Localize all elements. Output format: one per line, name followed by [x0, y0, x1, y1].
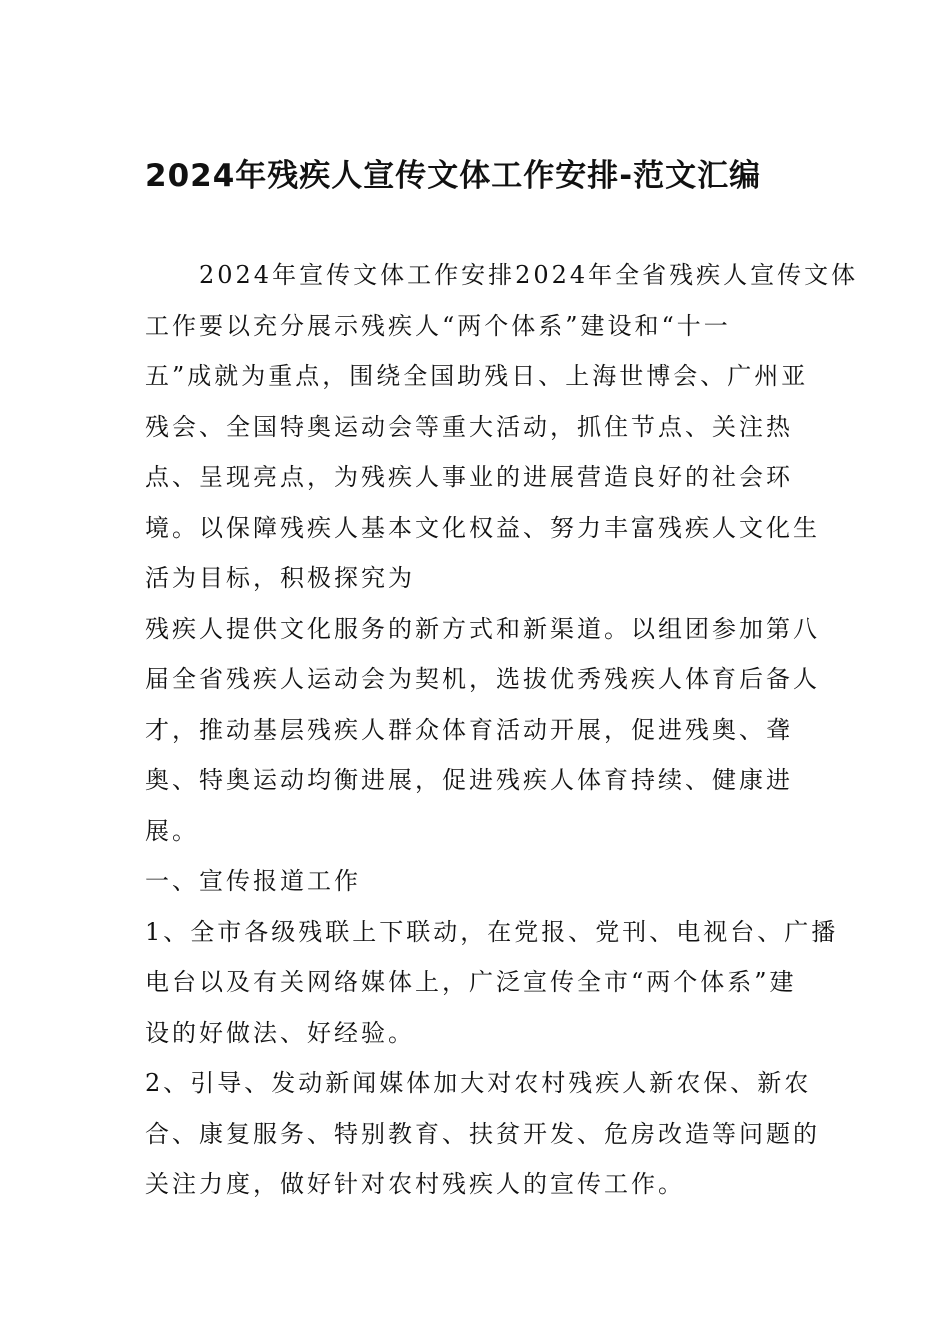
text-line: 才，推动基层残疾人群众体育活动开展，促进残奥、聋: [145, 715, 793, 744]
section-heading: 一、宣传报道工作: [145, 867, 361, 895]
text-line: 奥、特奥运动均衡进展，促进残疾人体育持续、健康进: [145, 766, 793, 794]
text-line: 活为目标，积极探究为: [145, 564, 415, 592]
text-line: 关注力度，做好针对农村残疾人的宣传工作。: [145, 1170, 685, 1198]
document-title: 2024年残疾人宣传文体工作安排-范文汇编: [145, 158, 762, 194]
text-line: 2、引导、发动新闻媒体加大对农村残疾人新农保、新农: [145, 1069, 812, 1097]
text-line: 工作要以充分展示残疾人“两个体系”建设和“十一: [145, 311, 731, 340]
text-line: 合、康复服务、特别教育、扶贫开发、危房改造等问题的: [145, 1119, 820, 1148]
text-line: 2024年宣传文体工作安排2024年全省残疾人宣传文体: [145, 261, 859, 289]
text-line: 展。: [145, 816, 199, 845]
text-line: 五”成就为重点，围绕全国助残日、上海世博会、广州亚: [145, 362, 809, 390]
text-line: 点、呈现亮点，为残疾人事业的进展营造良好的社会环: [145, 463, 793, 491]
text-line: 电台以及有关网络媒体上，广泛宣传全市“两个体系”建: [145, 968, 797, 996]
text-line: 1、全市各级残联上下联动，在党报、党刊、电视台、广播: [145, 917, 839, 946]
text-line: 境。以保障残疾人基本文化权益、努力丰富残疾人文化生: [145, 513, 820, 542]
text-line: 届全省残疾人运动会为契机，选拔优秀残疾人体育后备人: [145, 665, 820, 693]
text-line: 残疾人提供文化服务的新方式和新渠道。以组团参加第八: [145, 614, 820, 643]
text-line: 残会、全国特奥运动会等重大活动，抓住节点、关注热: [145, 412, 793, 441]
text-line: 设的好做法、好经验。: [145, 1018, 415, 1047]
document-body: [145, 250, 859, 1210]
